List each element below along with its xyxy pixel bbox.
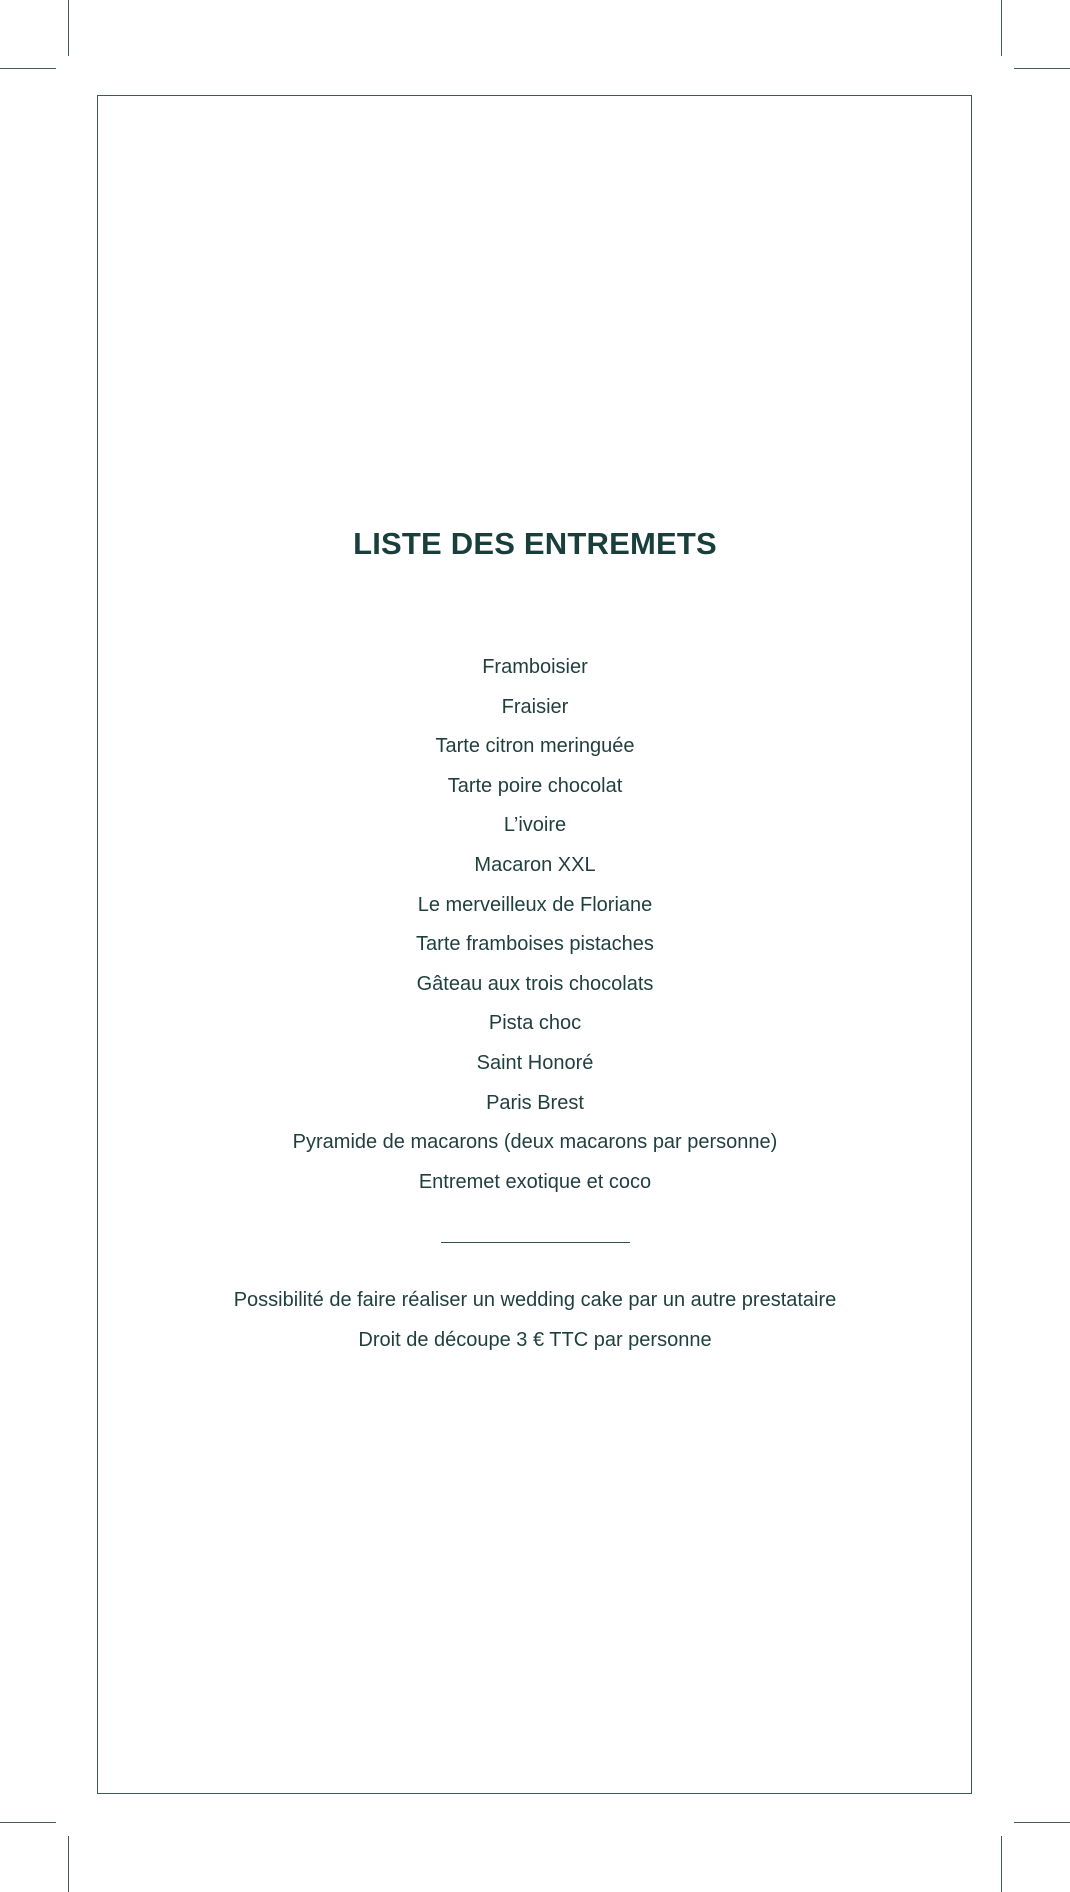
page-title: LISTE DES ENTREMETS [353,526,717,561]
list-item: L’ivoire [503,814,567,837]
crop-mark-top-right-vertical [1001,0,1002,56]
list-item: Paris Brest [486,1091,584,1114]
entremets-list [0,648,1070,1202]
notes-section [0,1280,1070,1360]
crop-mark-bottom-left-vertical [68,1836,69,1892]
list-item: Pista choc [488,1012,582,1035]
list-item: Gâteau aux trois chocolats [416,972,654,995]
note-wedding-cake: Possibilité de faire réaliser un wedding cake par un autre prestataire [233,1289,837,1311]
crop-mark-bottom-right-vertical [1001,1836,1002,1892]
crop-mark-top-left-horizontal [0,68,56,69]
crop-mark-top-left-vertical [68,0,69,56]
list-item: Tarte poire chocolat [447,774,623,797]
list-item: Framboisier [482,656,588,678]
crop-mark-bottom-right-horizontal [1014,1822,1070,1823]
list-item: Pyramide de macarons (deux macarons par personne) [292,1131,778,1154]
list-item: Tarte citron meringuée [435,735,635,758]
list-item: Macaron XXL [474,853,596,876]
list-item: Fraisier [501,695,569,718]
crop-mark-bottom-left-horizontal [0,1822,56,1823]
list-item: Tarte framboises pistaches [416,933,654,956]
note-cutting-fee: Droit de découpe 3 € TTC par personne [358,1329,712,1351]
list-item: Entremet exotique et coco [418,1170,652,1193]
list-item: Le merveilleux de Floriane [417,893,653,916]
divider [441,1242,630,1243]
list-item: Saint Honoré [476,1051,594,1074]
crop-mark-top-right-horizontal [1014,68,1070,69]
